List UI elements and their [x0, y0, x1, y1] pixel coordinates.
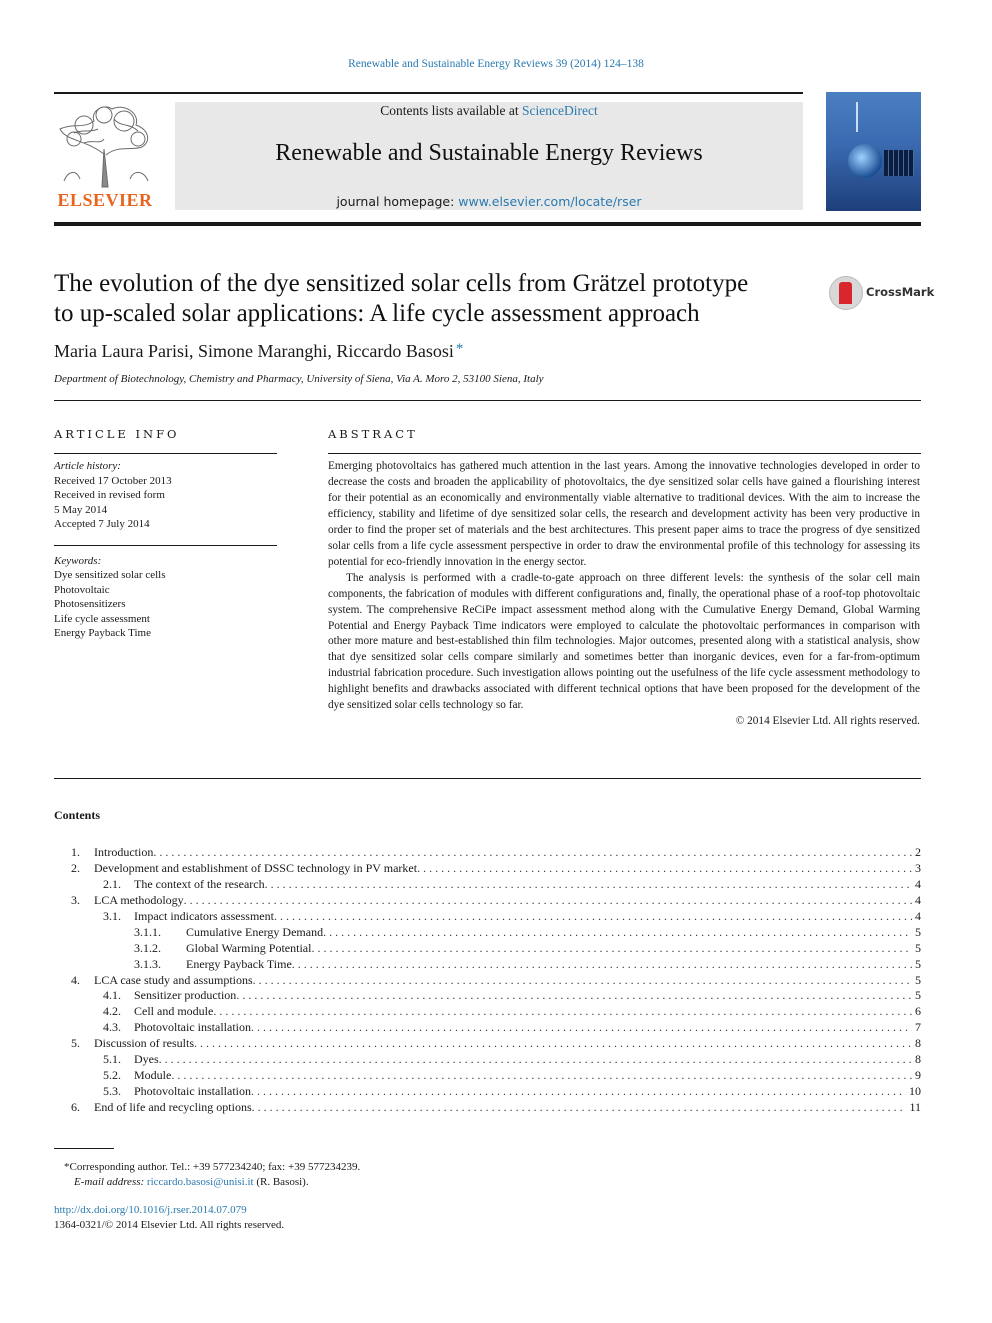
toc-entry-number: 4.3.: [103, 1020, 121, 1035]
abstract-paragraph-2: The analysis is performed with a cradle-to-gate approach on three different levels: the synthesis of the solar cell main components, the fabrication of modules with different configurations and, finally, the operational phase of a roof-top photovoltaic system. The comprehensive ReCiPe impact assessment method along with the Cumulative Energy Demand, Global Warming Potential and Energy Payback Time indicators were employed to calculate the photovoltaic performances in comparison with other more mature and best-established thin film technologies. Major outcomes, presented along with a statistical analysis, show that dye sensitized solar cells compare similarly and sometimes better than inorganic devices, even for a far-from-optimum industrial fabrication procedure. Such investigation allows pointing out the usefulness of the life cycle assessment methodology to highlight benefits and drawbacks associated with different technical options that have been proposed for the development of the dye sensitized solar cells technology so far.: [328, 571, 920, 712]
footnote-corresponding: [64, 1160, 360, 1175]
authors-text: Maria Laura Parisi, Simone Maranghi, Riccardo Basosi: [54, 341, 454, 361]
elsevier-logo: [54, 99, 156, 211]
toc-entry[interactable]: [54, 1004, 921, 1020]
article-info-heading: ARTICLE INFO: [54, 427, 180, 441]
header-top-rule: [54, 92, 803, 94]
toc-entry-line: [94, 861, 921, 877]
toc-entry-number: 5.1.: [103, 1052, 121, 1067]
toc-entry[interactable]: [54, 893, 921, 909]
toc-entry-line: [134, 1004, 921, 1020]
toc-entry-number: 4.2.: [103, 1004, 121, 1019]
toc-entry-page: 5: [915, 956, 921, 971]
toc-entry[interactable]: [54, 941, 921, 957]
toc-entry-page: 5: [915, 972, 921, 987]
history-item: Accepted 7 July 2014: [54, 518, 150, 530]
toc-entry[interactable]: [54, 909, 921, 925]
toc-leader-dots: [265, 877, 912, 893]
toc-entry[interactable]: [54, 973, 921, 989]
toc-entry-number: 5.: [71, 1036, 80, 1051]
abstract-heading: ABSTRACT: [328, 427, 418, 441]
toc-entry-number: 3.1.: [103, 908, 121, 923]
toc-entry-number: 4.: [71, 972, 80, 987]
email-suffix: (R. Basosi).: [253, 1176, 309, 1188]
toc-leader-dots: [194, 1036, 912, 1052]
toc-entry-label[interactable]: Photovoltaic installation: [134, 1020, 251, 1035]
homepage-link[interactable]: www.elsevier.com/locate/rser: [458, 194, 642, 209]
toc-entry-page: 5: [915, 988, 921, 1003]
toc-leader-dots: [171, 1068, 912, 1084]
journal-citation[interactable]: Renewable and Sustainable Energy Reviews 39 (2014) 124–138: [348, 58, 644, 70]
toc-entry-line: [186, 925, 921, 941]
toc-entry[interactable]: [54, 925, 921, 941]
toc-entry-number: 2.: [71, 860, 80, 875]
toc-entry-page: 6: [915, 1004, 921, 1019]
abstract-rule-top: [328, 453, 921, 454]
history-label: Article history:: [54, 460, 121, 472]
affiliation: Department of Biotechnology, Chemistry and Pharmacy, University of Siena, Via A. Moro 2, 53100 Siena, Italy: [54, 373, 544, 385]
article-title: [54, 269, 814, 329]
toc-entry-number: 6.: [71, 1100, 80, 1114]
toc-entry-label[interactable]: Global Warming Potential: [186, 940, 312, 955]
contents-availability: [175, 103, 803, 119]
toc-entry-page: 2: [915, 845, 921, 859]
cover-title-block: [856, 102, 908, 132]
toc-entry-line: [94, 893, 921, 909]
toc-entry-line: [134, 1084, 921, 1100]
publisher-logo-text: ELSEVIER: [57, 190, 153, 210]
toc-entry-number: 1.: [71, 845, 80, 859]
toc-entry-line: [186, 957, 921, 973]
issn-copyright: 1364-0321/© 2014 Elsevier Ltd. All rights reserved.: [54, 1219, 285, 1231]
keywords-label: Keywords:: [54, 554, 102, 567]
toc-leader-dots: [213, 1004, 912, 1020]
article-title-line1: The evolution of the dye sensitized solar cells from Grätzel prototype: [54, 270, 749, 297]
toc-entry-page: 10: [909, 1084, 921, 1099]
abstract-rule-bottom: [54, 778, 921, 779]
abstract-copyright: © 2014 Elsevier Ltd. All rights reserved.: [735, 715, 920, 728]
keyword-item: Dye sensitized solar cells: [54, 569, 166, 581]
toc-entry-line: [94, 845, 921, 861]
toc-entry-line: [94, 973, 921, 989]
toc-entry-label[interactable]: Dyes: [134, 1052, 159, 1067]
toc-entry-number: 4.1.: [103, 988, 121, 1003]
toc-leader-dots: [153, 845, 912, 861]
toc-entry-number: 2.1.: [103, 876, 121, 891]
toc-entry[interactable]: [54, 1084, 921, 1100]
toc-entry-label[interactable]: Impact indicators assessment: [134, 908, 274, 923]
toc-leader-dots: [251, 1020, 912, 1036]
doi-block: [54, 1203, 284, 1233]
sciencedirect-link[interactable]: ScienceDirect: [522, 103, 598, 118]
journal-header: [175, 102, 803, 210]
toc-entry-page: 11: [909, 1100, 921, 1114]
abstract-body: [328, 459, 920, 730]
toc-leader-dots: [252, 1100, 907, 1116]
contents-prefix: Contents lists available at: [380, 103, 522, 118]
toc-entry-label[interactable]: End of life and recycling options: [94, 1100, 252, 1114]
toc-entry[interactable]: [54, 1100, 921, 1116]
toc-entry[interactable]: [54, 1036, 921, 1052]
toc-entry-label[interactable]: Development and establishment of DSSC technology in PV market: [94, 860, 418, 875]
history-item: Received 17 October 2013: [54, 474, 172, 487]
toc-entry-line: [94, 1100, 921, 1116]
history-item: 5 May 2014: [54, 503, 108, 516]
toc-leader-dots: [274, 909, 912, 925]
toc-entry-label[interactable]: Photovoltaic installation: [134, 1084, 251, 1099]
toc-entry[interactable]: [54, 1052, 921, 1068]
keywords-rule: [54, 545, 277, 546]
toc-leader-dots: [184, 893, 912, 909]
toc-leader-dots: [236, 988, 912, 1004]
toc-entry-page: 7: [915, 1020, 921, 1035]
footnote-mark: *: [64, 1161, 70, 1173]
toc-entry[interactable]: [54, 1020, 921, 1036]
toc-entry[interactable]: [54, 988, 921, 1004]
abstract-paragraph-1: Emerging photovoltaics has gathered much attention in the last years. Among the innovative technologies developed in order to decrease the costs and broaden the applicability of photovoltaics, the dye sensitized solar cells have gained a flourishing interest for their potential as an economically and environmentally viable alternative to traditional devices. With the aim to increase the efficiency, stability and lifetime of dye sensitized solar cells, the research and development activity has been very productive in order to find the proper set of materials and the best architectures. This present paper aims to trace the progress of dye sensitized solar cells from a life cycle assessment perspective in order to draw the environmental profile of this technology for assessing its potential for eco-friendly innovation in the energy sector.: [328, 460, 920, 568]
toc-entry[interactable]: [54, 845, 921, 861]
toc-leader-dots: [311, 941, 912, 957]
toc-entry-label[interactable]: Module: [134, 1068, 172, 1083]
journal-cover-image: [826, 92, 921, 211]
toc-leader-dots: [253, 973, 912, 989]
toc-entry[interactable]: [54, 1068, 921, 1084]
earth-icon: [848, 144, 882, 178]
toc-entry-number: 3.1.1.: [134, 924, 161, 939]
header-rule: [54, 222, 921, 226]
toc-entry-page: 4: [915, 892, 921, 907]
toc-entry-page: 5: [915, 924, 921, 939]
email-label: E-mail address:: [74, 1176, 147, 1188]
toc-entry-line: [134, 909, 921, 925]
toc-entry-label[interactable]: Sensitizer production: [134, 988, 237, 1003]
toc-entry[interactable]: [54, 877, 921, 893]
contents-heading: Contents: [54, 808, 101, 822]
toc-entry[interactable]: [54, 957, 921, 973]
toc-entry-page: 4: [915, 908, 921, 923]
history-item: Received in revised form: [54, 489, 165, 501]
toc-entry-line: [134, 1068, 921, 1084]
toc-entry-label[interactable]: Introduction: [94, 845, 154, 859]
toc-entry-line: [134, 1020, 921, 1036]
footnote: [64, 1160, 360, 1190]
toc-entry-label[interactable]: LCA case study and assumptions: [94, 972, 253, 987]
toc-leader-dots: [292, 957, 912, 973]
toc-entry-line: [186, 941, 921, 957]
footnote-rule: [54, 1148, 114, 1149]
toc-entry-label[interactable]: Cell and module: [134, 1004, 214, 1019]
email-link[interactable]: riccardo.basosi@unisi.it: [146, 1176, 254, 1188]
toc-entry-number: 5.2.: [103, 1068, 121, 1083]
toc-entry-label[interactable]: Discussion of results: [94, 1036, 194, 1051]
toc-entry-line: [134, 877, 921, 893]
doi-link[interactable]: http://dx.doi.org/10.1016/j.rser.2014.07.079: [54, 1204, 247, 1216]
keyword-item: Life cycle assessment: [54, 612, 150, 625]
toc-leader-dots: [159, 1052, 912, 1068]
keyword-item: Photovoltaic: [54, 583, 110, 596]
toc-entry-line: [94, 1036, 921, 1052]
article-title-line2: to up-scaled solar applications: A life cycle assessment approach: [54, 300, 700, 327]
corresponding-author-mark[interactable]: *: [455, 341, 464, 357]
toc-entry-page: 5: [915, 940, 921, 955]
article-info: [54, 459, 279, 641]
author-list: [54, 341, 463, 362]
toc-entry-label[interactable]: Energy Payback Time: [186, 956, 292, 971]
table-of-contents: [54, 845, 921, 1116]
toc-leader-dots: [251, 1084, 906, 1100]
toc-entry-number: 3.1.2.: [134, 940, 161, 955]
footnote-corresponding-text: Corresponding author. Tel.: +39 577234240; fax: +39 577234239.: [69, 1161, 361, 1173]
toc-entry-label[interactable]: LCA methodology: [94, 892, 184, 907]
crossmark-button[interactable]: [829, 276, 935, 310]
toc-leader-dots: [323, 925, 912, 941]
crossmark-icon: [829, 276, 863, 310]
toc-entry-page: 4: [915, 876, 921, 891]
article-info-rule-top: [54, 453, 277, 454]
footnote-email: [64, 1175, 360, 1190]
toc-entry-page: 8: [915, 1052, 921, 1067]
toc-entry-number: 3.: [71, 892, 80, 907]
toc-entry-label[interactable]: The context of the research: [134, 876, 265, 891]
elsevier-tree-icon: [54, 99, 156, 189]
affiliation-rule: [54, 400, 921, 401]
solar-panel-icon: [884, 150, 914, 176]
journal-homepage: [175, 194, 803, 209]
toc-entry-label[interactable]: Cumulative Energy Demand: [186, 924, 324, 939]
toc-entry-number: 3.1.3.: [134, 956, 161, 971]
toc-entry-line: [134, 1052, 921, 1068]
toc-entry[interactable]: [54, 861, 921, 877]
journal-title: Renewable and Sustainable Energy Reviews: [275, 140, 703, 166]
toc-entry-page: 3: [915, 860, 921, 875]
crossmark-label: CrossMark: [866, 285, 935, 299]
toc-entry-line: [134, 988, 921, 1004]
keyword-item: Photosensitizers: [54, 598, 126, 610]
toc-entry-page: 8: [915, 1036, 921, 1051]
keyword-item: Energy Payback Time: [54, 627, 151, 639]
toc-leader-dots: [417, 861, 912, 877]
toc-entry-number: 5.3.: [103, 1084, 121, 1099]
homepage-prefix: journal homepage:: [336, 194, 459, 209]
toc-entry-page: 9: [915, 1068, 921, 1083]
